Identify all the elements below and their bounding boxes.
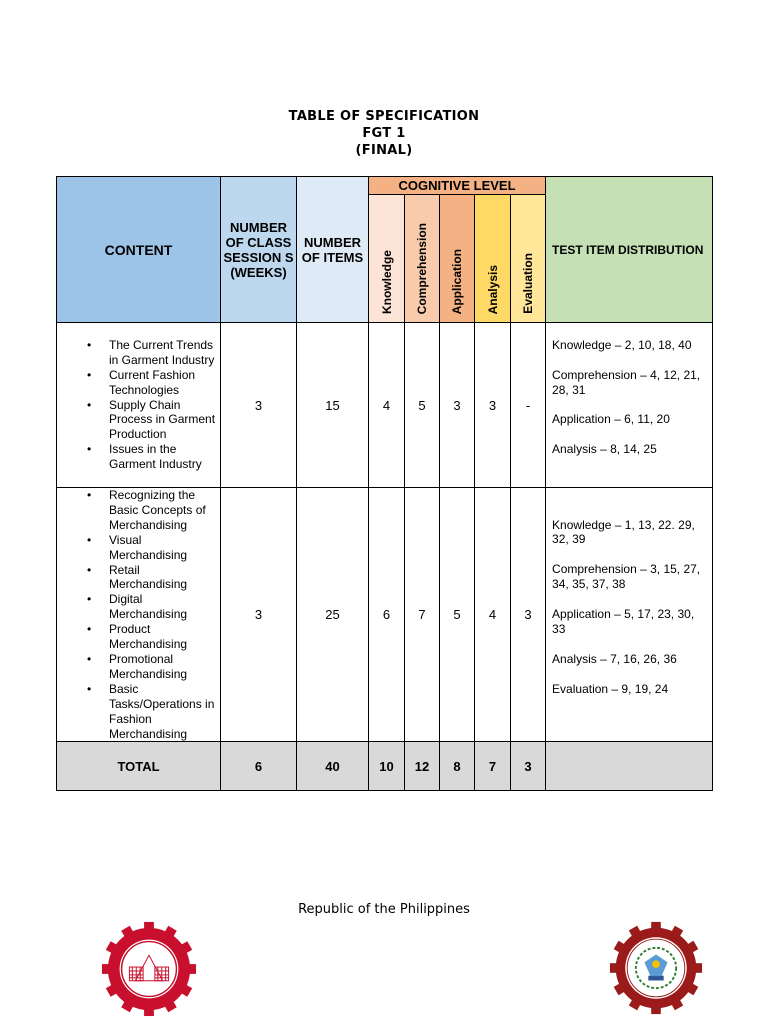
total-comprehension: 12 bbox=[405, 742, 440, 791]
list-item: • Visual Merchandising bbox=[57, 533, 220, 563]
distribution-line: Evaluation – 9, 19, 24 bbox=[552, 681, 669, 696]
title-line-2: FGT 1 bbox=[362, 126, 406, 141]
total-row bbox=[57, 742, 713, 791]
total-evaluation: 3 bbox=[511, 742, 546, 791]
header-sessions: NUMBER OF CLASS SESSION S (WEEKS) bbox=[221, 177, 297, 323]
list-item: • Digital Merchandising bbox=[57, 592, 220, 622]
college-seal-gear-logo bbox=[608, 920, 704, 1016]
title-line-3: (FINAL) bbox=[355, 143, 413, 158]
list-item: • Supply Chain Process in Garment Production bbox=[57, 398, 220, 443]
distribution-line: Comprehension – 3, 15, 27, 34, 35, 37, 38 bbox=[552, 562, 701, 592]
sessions-cell: 3 bbox=[221, 323, 297, 488]
total-application: 8 bbox=[440, 742, 475, 791]
total-label: TOTAL bbox=[57, 742, 221, 791]
list-item: • Promotional Merchandising bbox=[57, 652, 220, 682]
sessions-cell: 3 bbox=[221, 488, 297, 742]
distribution-line: Knowledge – 2, 10, 18, 40 bbox=[552, 337, 692, 352]
knowledge-cell: 6 bbox=[369, 488, 405, 742]
title-line-1: TABLE OF SPECIFICATION bbox=[288, 109, 480, 124]
list-item: • The Current Trends in Garment Industry bbox=[57, 338, 220, 368]
header-content: CONTENT bbox=[57, 177, 221, 323]
list-item: • Issues in the Garment Industry bbox=[57, 442, 220, 472]
total-distribution bbox=[546, 742, 713, 791]
application-cell: 3 bbox=[440, 323, 475, 488]
table-row bbox=[57, 323, 713, 488]
content-cell bbox=[57, 323, 221, 488]
list-item: • Retail Merchandising bbox=[57, 563, 220, 593]
header-comprehension: Comprehension bbox=[405, 195, 440, 323]
header-items: NUMBER OF ITEMS bbox=[297, 177, 369, 323]
evaluation-cell: - bbox=[511, 323, 546, 488]
distribution-cell bbox=[546, 488, 713, 742]
knowledge-cell: 4 bbox=[369, 323, 405, 488]
header-analysis: Analysis bbox=[475, 195, 511, 323]
items-cell: 15 bbox=[297, 323, 369, 488]
header-test-item-distribution: TEST ITEM DISTRIBUTION bbox=[546, 177, 713, 323]
comprehension-cell: 7 bbox=[405, 488, 440, 742]
distribution-line: Knowledge – 1, 13, 22. 29, 32, 39 bbox=[552, 517, 695, 547]
distribution-line: Analysis – 8, 14, 25 bbox=[552, 442, 657, 457]
header-knowledge: Knowledge bbox=[369, 195, 405, 323]
analysis-cell: 3 bbox=[475, 323, 511, 488]
university-seal-gear-logo bbox=[100, 920, 198, 1018]
total-knowledge: 10 bbox=[369, 742, 405, 791]
list-item: • Recognizing the Basic Concepts of Merchandising bbox=[57, 488, 220, 533]
distribution-line: Analysis – 7, 16, 26, 36 bbox=[552, 652, 677, 667]
content-cell bbox=[57, 488, 221, 742]
distribution-line: Application – 5, 17, 23, 30, 33 bbox=[552, 607, 695, 637]
distribution-line: Application – 6, 11, 20 bbox=[552, 412, 670, 427]
list-item: • Basic Tasks/Operations in Fashion Merchandising bbox=[57, 682, 220, 742]
analysis-cell: 4 bbox=[475, 488, 511, 742]
items-cell: 25 bbox=[297, 488, 369, 742]
evaluation-cell: 3 bbox=[511, 488, 546, 742]
application-cell: 5 bbox=[440, 488, 475, 742]
header-cognitive-level: COGNITIVE LEVEL bbox=[369, 177, 546, 195]
comprehension-cell: 5 bbox=[405, 323, 440, 488]
list-item: • Product Merchandising bbox=[57, 622, 220, 652]
header-application: Application bbox=[440, 195, 475, 323]
total-items: 40 bbox=[297, 742, 369, 791]
content-list bbox=[57, 488, 220, 741]
header-evaluation: Evaluation bbox=[511, 195, 546, 323]
specification-table bbox=[56, 176, 713, 791]
distribution-cell bbox=[546, 323, 713, 488]
total-sessions: 6 bbox=[221, 742, 297, 791]
document-title bbox=[0, 108, 768, 159]
distribution-line: Comprehension – 4, 12, 21, 28, 31 bbox=[552, 367, 701, 397]
list-item: • Current Fashion Technologies bbox=[57, 368, 220, 398]
footer-republic-text: Republic of the Philippines bbox=[298, 902, 470, 917]
total-analysis: 7 bbox=[475, 742, 511, 791]
content-list bbox=[57, 338, 220, 472]
table-row bbox=[57, 488, 713, 742]
